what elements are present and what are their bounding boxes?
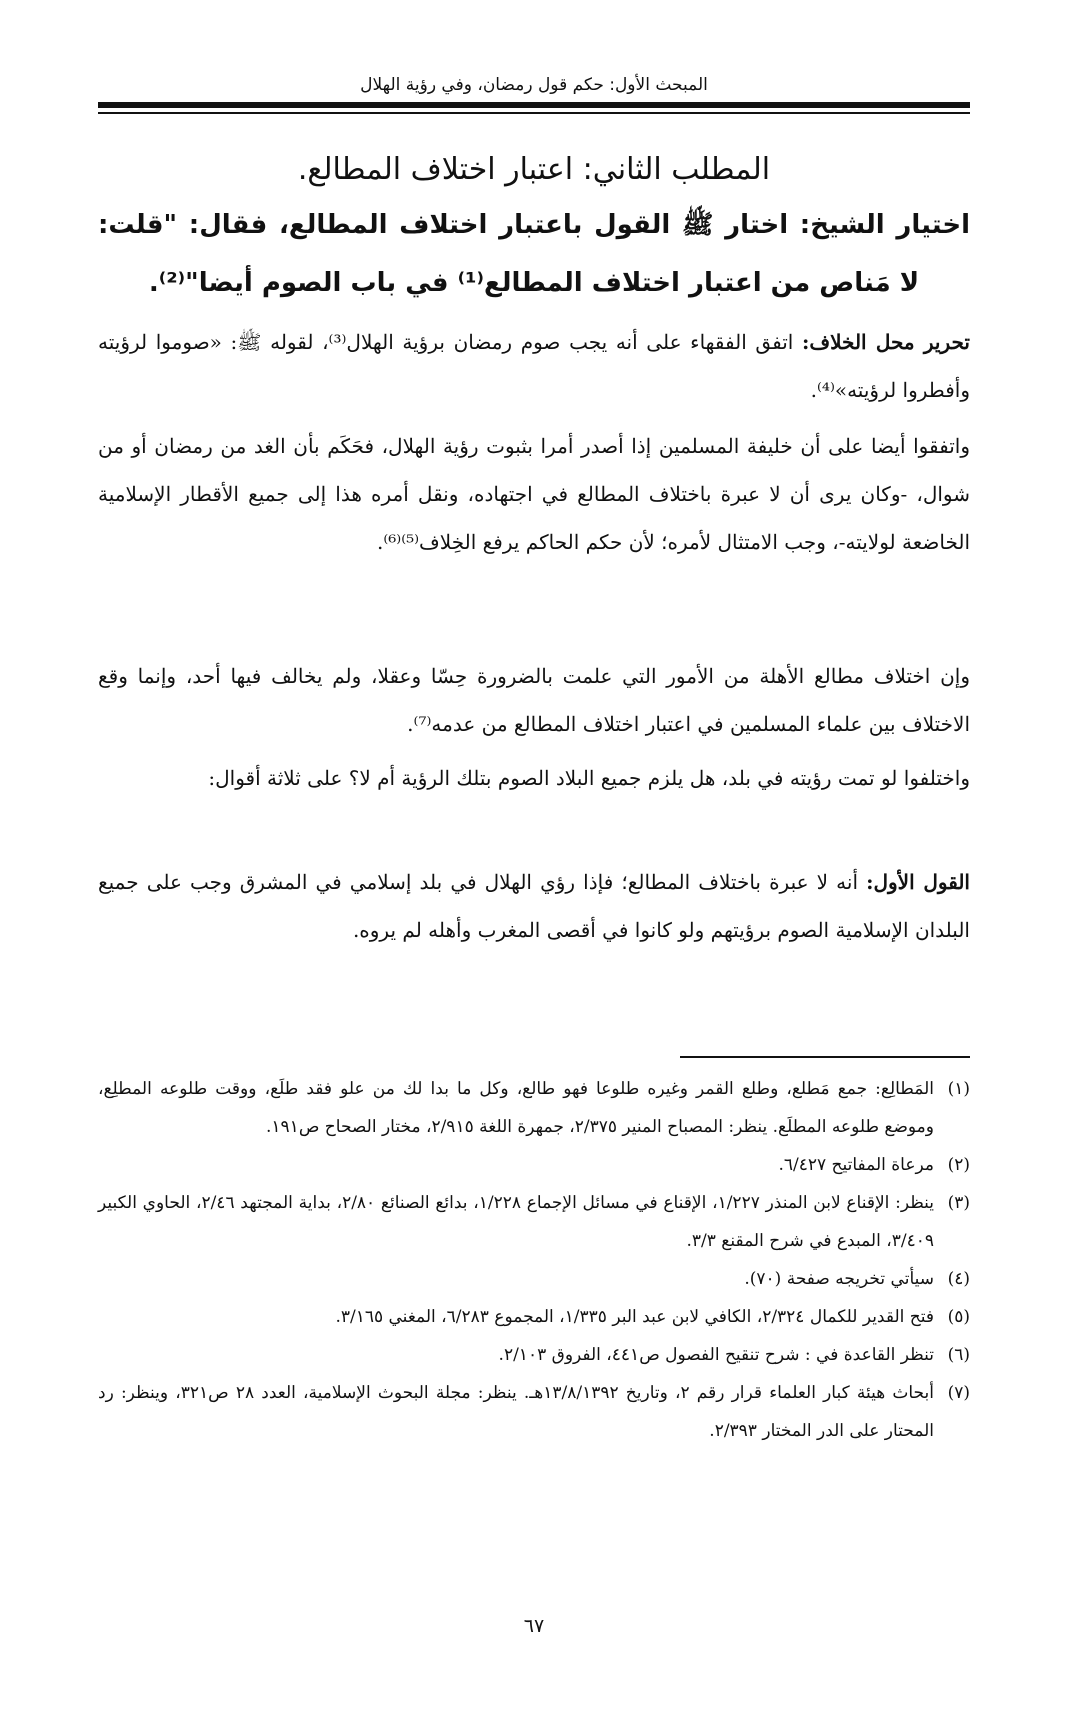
footnote-text: ينظر: الإقناع لابن المنذر ١/٢٢٧، الإقناع في مسائل الإجماع ١/٢٢٨، بدائع الصنائع ٢/٨٠، بداية المجتهد ٢/٤٦، الحاوي الكبير ٣/٤٠٩، المبدع في شرح المقنع ٣/٣.: [98, 1193, 935, 1251]
footnote-text: مرعاة المفاتيح ٦/٤٢٧.: [778, 1155, 934, 1175]
footnote: [98, 1298, 970, 1336]
footnote-text: أبحاث هيئة كبار العلماء قرار رقم ٢، وتاريخ ١٣/٨/١٣٩٢هـ. ينظر: مجلة البحوث الإسلامية، العدد ٢٨ ص٣٢١، وينظر: رد المحتار على الدر المختار ٢/٣٩٣.: [98, 1383, 934, 1441]
running-header: المبحث الأول: حكم قول رمضان، وفي رؤية الهلال: [360, 75, 708, 95]
sheikh-choice: اختيار الشيخ: اختار ﷺ القول باعتبار اختلاف المطالع، فقال: "قلت: لا مَناص من اعتبار اختلاف المطالع⁽¹⁾ في باب الصوم أيضا"⁽²⁾.: [98, 210, 970, 298]
paragraph-3: وإن اختلاف مطالع الأهلة من الأمور التي علمت بالضرورة حِسّا وعقلا، ولم يخالف فيها أحد، وإنما وقع الاختلاف بين علماء المسلمين في اعتبار اختلاف المطالع من عدمه⁽⁷⁾.: [98, 664, 970, 736]
paragraph-5: [98, 858, 970, 954]
footnote-text: تنظر القاعدة في : شرح تنقيح الفصول ص٤٤١، الفروق ٢/١٠٣.: [498, 1345, 934, 1365]
header-rule-thin: [98, 112, 970, 114]
header-rule-thick: [98, 102, 970, 108]
section-title: المطلب الثاني: اعتبار اختلاف المطالع.: [297, 152, 771, 187]
paragraph-5-label: القول الأول:: [866, 870, 970, 894]
footnote-number: (٥): [947, 1307, 970, 1327]
footnote: [98, 1070, 970, 1146]
footnote-separator: [680, 1056, 970, 1058]
paragraph-1: [98, 318, 970, 414]
footnote: [98, 1336, 970, 1374]
footnote-number: (١): [947, 1079, 970, 1099]
footnote-text: فتح القدير للكمال ٢/٣٢٤، الكافي لابن عبد البر ١/٣٣٥، المجموع ٦/٢٨٣، المغني ٣/١٦٥.: [335, 1307, 934, 1327]
footnote-number: (٤): [947, 1269, 970, 1289]
footnote-number: (٧): [947, 1383, 970, 1403]
paragraph-4: واختلفوا لو تمت رؤيته في بلد، هل يلزم جميع البلاد الصوم بتلك الرؤية أم لا؟ على ثلاثة أقوال:: [208, 766, 970, 790]
footnote-number: (٦): [947, 1345, 970, 1365]
paragraph-5-text: أنه لا عبرة باختلاف المطالع؛ فإذا رؤي الهلال في بلد إسلامي في المشرق وجب على جميع البلدان الإسلامية الصوم برؤيتهم ولو كانوا في أقصى المغرب وأهله لم يروه.: [98, 870, 970, 942]
footnote: [98, 1146, 970, 1184]
footnote-number: (٢): [947, 1155, 970, 1175]
footnote: [98, 1260, 970, 1298]
footnote: [98, 1374, 970, 1450]
paragraph-1-text: اتفق الفقهاء على أنه يجب صوم رمضان برؤية الهلال⁽³⁾، لقوله ﷺ: «صوموا لرؤيته وأفطروا لرؤيته»⁽⁴⁾.: [98, 330, 970, 402]
page-number: ٦٧: [523, 1615, 545, 1637]
footnote: [98, 1184, 970, 1260]
footnote-number: (٣): [947, 1193, 970, 1213]
paragraph-2: واتفقوا أيضا على أن خليفة المسلمين إذا أصدر أمرا بثبوت رؤية الهلال، فحَكَم بأن الغد من رمضان أو من شوال، -وكان يرى أن لا عبرة باختلاف المطالع في اجتهاده، ونقل أمره هذا إلى جميع الأقطار الإسلامية الخاضعة لولايته-، وجب الامتثال لأمره؛ لأن حكم الحاكم يرفع الخِلاف⁽⁵⁾⁽⁶⁾.: [98, 434, 970, 554]
paragraph-1-label: تحرير محل الخلاف:: [802, 330, 970, 354]
footnote-text: المَطالِع: جمع مَطلع، وطلع القمر وغيره طلوعا فهو طالع، وكل ما بدا لك من علو فقد طلَع، ووقت طلوعه المطلِع، وموضع طلوعه المطلَع. ينظر: المصباح المنير ٢/٣٧٥، جمهرة اللغة ٢/٩١٥، مختار الصحاح ص١٩١.: [98, 1079, 934, 1137]
footnotes: [98, 1070, 970, 1450]
footnote-text: سيأتي تخريجه صفحة (٧٠).: [744, 1269, 934, 1289]
